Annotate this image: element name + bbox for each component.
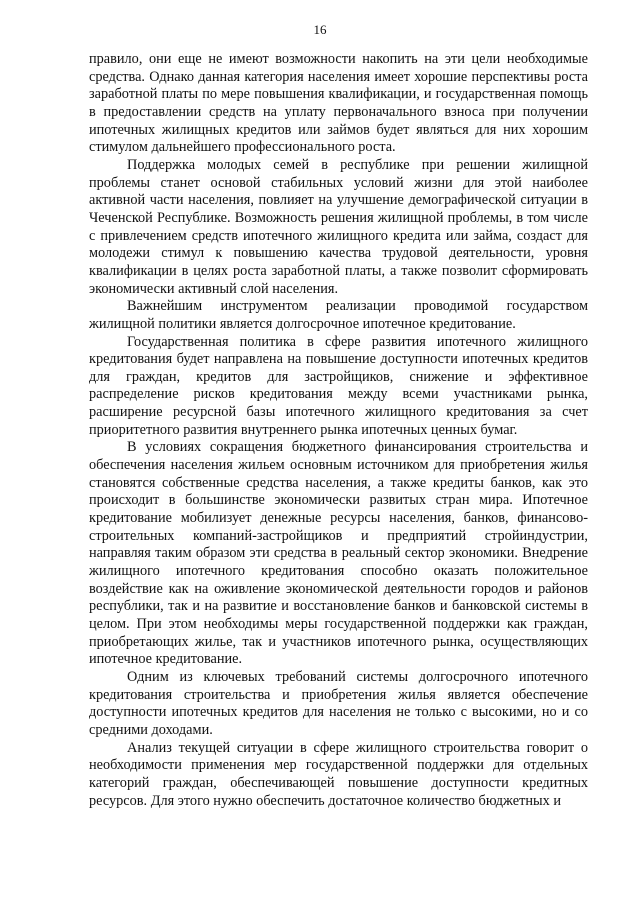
page-number: 16 — [313, 22, 327, 37]
paragraph-7: Анализ текущей ситуации в сфере жилищного строительства говорит о необходимости применения мер государственной поддержки для отдельных категорий граждан, обеспечивающей повышение доступности кредитных ресурсов. Для этого нужно обеспечить достаточное количество бюджетных и — [89, 739, 588, 809]
paragraph-6: Одним из ключевых требований системы долгосрочного ипотечного кредитования строительства и приобретения жилья является обеспечение доступности ипотечных кредитов для населения не только с высокими, но и со средними доходами. — [89, 668, 588, 738]
document-body — [89, 51, 588, 810]
paragraph-1: правило, они еще не имеют возможности накопить на эти цели необходимые средства. Однако данная категория населения имеет хорошие перспективы роста заработной платы по мере повышения квалификации, и государственная помощь в предоставлении средств на уплату первоначального взноса при получении ипотечных жилищных кредитов или займов будет являться для них хорошим стимулом дальнейшего профессионального роста. — [89, 51, 588, 156]
paragraph-4: Государственная политика в сфере развития ипотечного жилищного кредитования будет направлена на повышение доступности ипотечных кредитов для граждан, кредитов для застройщиков, снижение и эффективное распределение рисков кредитования между всеми участниками рынка, расширение ресурсной базы ипотечного жилищного кредитования за счет приоритетного развития внутреннего рынка ипотечных ценных бумаг. — [89, 333, 588, 438]
paragraph-3: Важнейшим инструментом реализации проводимой государством жилищной политики является долгосрочное ипотечное кредитование. — [89, 298, 588, 332]
paragraph-2: Поддержка молодых семей в республике при решении жилищной проблемы станет основой стабильных условий жизни для этой наиболее активной части населения, повлияет на улучшение демографической ситуации в Чеченской Республике. Возможность решения жилищной проблемы, в том числе с привлечением средств ипотечного жилищного кредита или займа, создаст для молодежи стимул к повышению качества трудовой деятельности, уровня квалификации в целях роста заработной платы, а также позволит сформировать экономически активный слой населения. — [89, 156, 588, 297]
paragraph-5: В условиях сокращения бюджетного финансирования строительства и обеспечения населения жильем основным источником для приобретения жилья становятся собственные средства населения, а также кредиты банков, как это происходит в большинстве экономически развитых стран мира. Ипотечное кредитование мобилизует денежные ресурсы населения, банков, финансово-строительных компаний-застройщиков и предприятий стройиндустрии, направляя таким образом эти средства в реальный сектор экономики. Внедрение жилищного ипотечного кредитования способно оказать положительное воздействие как на оживление экономической деятельности городов и районов республики, так и на развитие и восстановление банков и банковской системы в целом. При этом необходимы меры государственной поддержки как граждан, приобретающих жилье, так и участников ипотечного рынка, осуществляющих ипотечное кредитование. — [89, 439, 588, 668]
